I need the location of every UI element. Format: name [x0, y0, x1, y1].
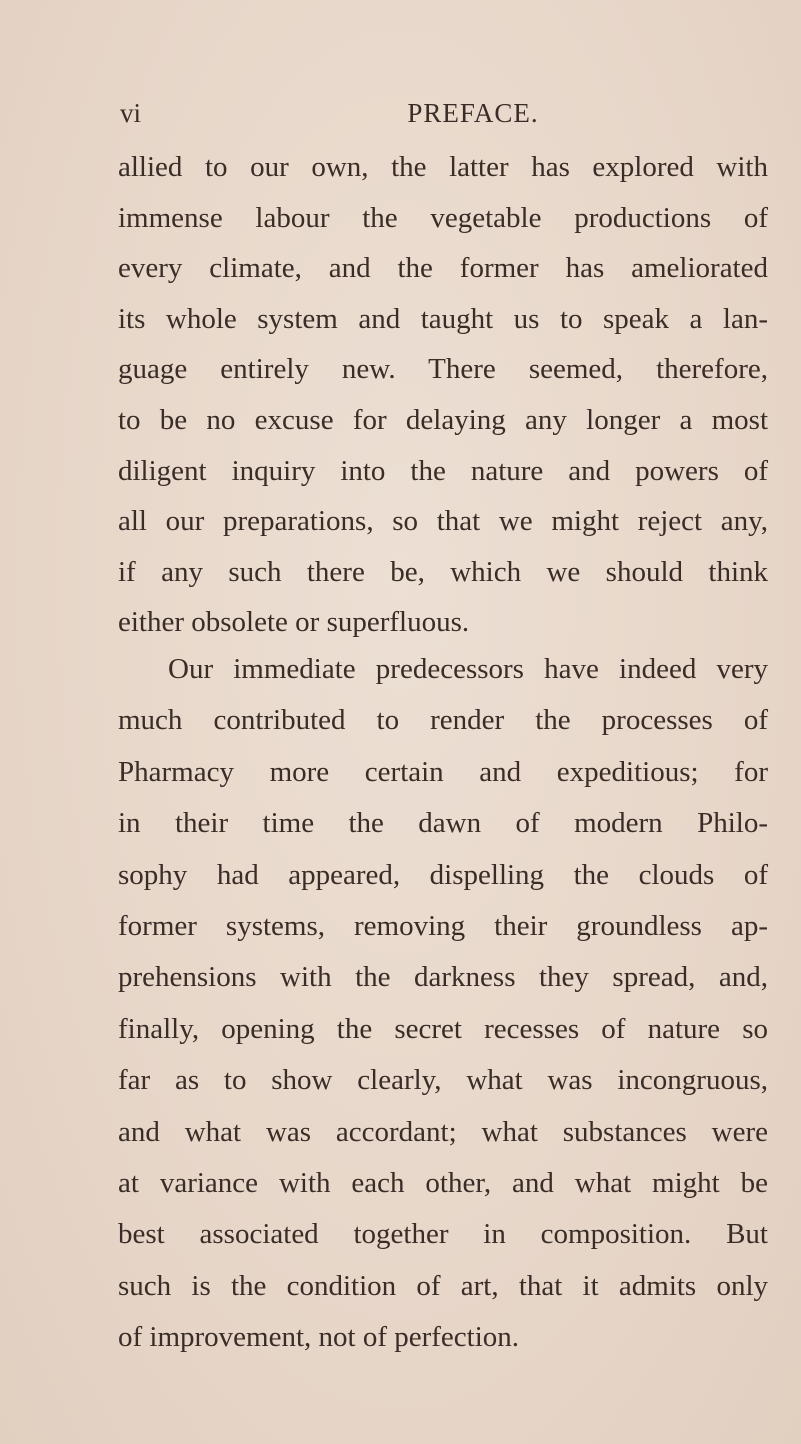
text-line: at variance with each other, and what might be: [118, 1166, 768, 1199]
text-line: guage entirely new. There seemed, therefore,: [118, 353, 768, 386]
text-line: best associated together in composition. But: [118, 1218, 768, 1251]
text-line: finally, opening the secret recesses of nature so: [118, 1012, 768, 1045]
text-line: such is the condition of art, that it admits only: [118, 1269, 768, 1302]
text-line: prehensions with the darkness they spread, and,: [118, 961, 768, 994]
text-line: far as to show clearly, what was incongruous,: [118, 1064, 768, 1097]
text-line: sophy had appeared, dispelling the clouds of: [118, 858, 768, 891]
text-line: and what was accordant; what substances were: [118, 1115, 768, 1148]
text-line: allied to our own, the latter has explored with: [118, 151, 768, 183]
text-line: diligent inquiry into the nature and powers of: [118, 454, 768, 487]
text-line: Our immediate predecessors have indeed very: [168, 653, 768, 685]
page-header: [118, 98, 768, 138]
text-line: of improvement, not of perfection.: [118, 1321, 520, 1354]
running-title: PREFACE.: [407, 98, 539, 128]
paragraph-1: [118, 142, 768, 648]
text-line: to be no excuse for delaying any longer a most: [118, 403, 768, 436]
text-line: its whole system and taught us to speak a lan-: [118, 302, 768, 335]
text-line: much contributed to render the processes of: [118, 704, 768, 737]
text-line: Pharmacy more certain and expeditious; for: [118, 755, 768, 788]
page-number: vi: [120, 98, 142, 128]
text-line: if any such there be, which we should think: [118, 555, 768, 588]
text-line: all our preparations, so that we might reject any,: [118, 505, 768, 538]
paragraph-2: [118, 644, 768, 1363]
text-line: in their time the dawn of modern Philo-: [118, 807, 768, 840]
text-line: former systems, removing their groundless ap-: [118, 909, 768, 942]
text-line: immense labour the vegetable productions of: [118, 201, 768, 234]
text-line: every climate, and the former has ameliorated: [118, 252, 768, 285]
text-line: either obsolete or superfluous.: [118, 606, 470, 639]
